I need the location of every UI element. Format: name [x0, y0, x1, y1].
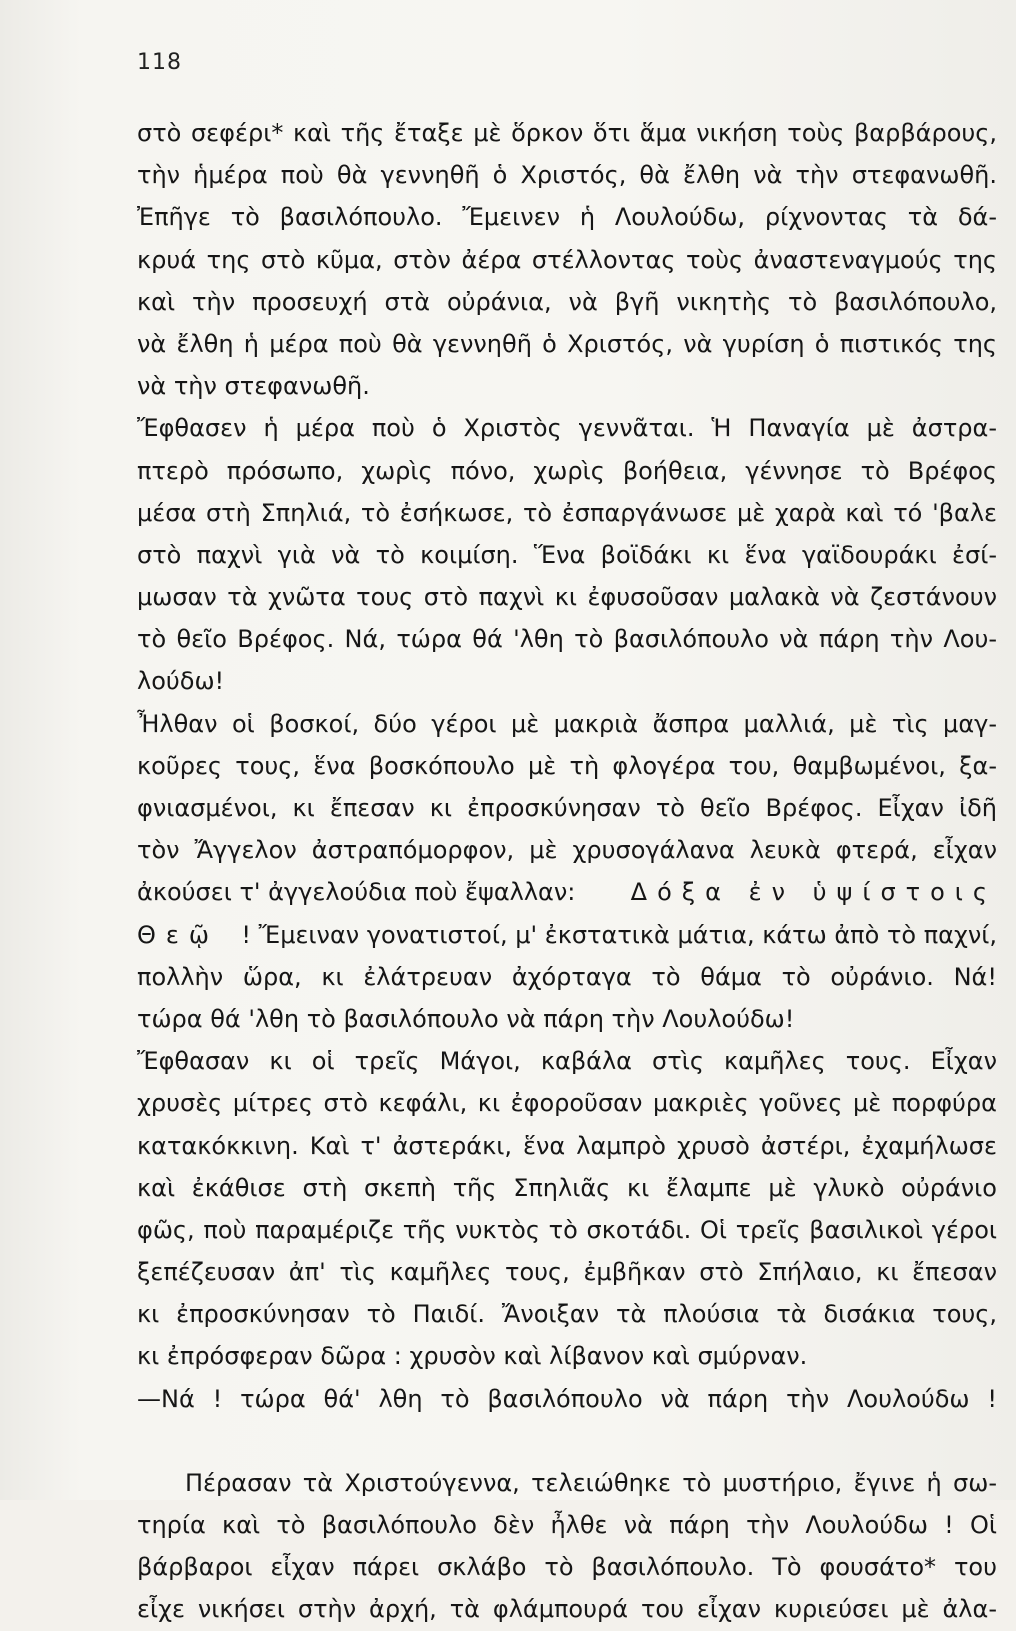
text-line: Πέρασαν τὰ Χριστούγεννα, τελειώθηκε τὸ μυστήριο, ἔγινε ἡ σω- — [185, 1468, 997, 1497]
text-line: τηρία καὶ τὸ βασιλόπουλο δὲν ἦλθε νὰ πάρη τὴν Λουλούδω ! Οἱ — [137, 1511, 997, 1539]
text-line: τὸ θεῖο Βρέφος. Νά, τώρα θά 'λθη τὸ βασιλόπουλο νὰ πάρη τὴν Λου- — [137, 625, 997, 654]
text-line: Ἐπῆγε τὸ βασιλόπουλο. Ἔμεινεν ἡ Λουλούδω, ρίχνοντας τὰ δά- — [137, 203, 997, 232]
text-line: λούδω! — [137, 667, 225, 696]
text-line: στὸ σεφέρι* καὶ τῆς ἔταξε μὲ ὅρκον ὅτι ἅμα νικήση τοὺς βαρβάρους, — [137, 119, 997, 147]
text-line: καὶ ἐκάθισε στὴ σκεπὴ τῆς Σπηλιᾶς κι ἔλαμπε μὲ γλυκὸ οὐράνιο — [137, 1173, 997, 1202]
text-line: χρυσὲς μίτρες στὸ κεφάλι, κι ἐφοροῦσαν μακριὲς γοῦνες μὲ πορφύρα — [137, 1089, 997, 1118]
text-line: βάρβαροι εἶχαν πάρει σκλάβο τὸ βασιλόπουλο. Τὸ φουσάτο* του — [137, 1553, 997, 1582]
hymn-continuation: ! Ἔμειναν γονατιστοί, μ' ἐκστατικὰ μάτια, κάτω ἀπὸ τὸ παχνί, — [241, 920, 997, 949]
text-line: ξεπέζευσαν ἀπ' τὶς καμῆλες τους, ἐμβῆκαν στὸ Σπήλαιο, κι ἔπεσαν — [137, 1258, 997, 1287]
text-line: τὸν Ἄγγελον ἀστραπόμορφον, μὲ χρυσογάλανα λευκὰ φτερά, εἶχαν — [137, 836, 997, 865]
text-line: πολλὴν ὥρα, κι ἐλάτρευαν ἀχόρταγα τὸ θάμα τὸ οὐράνιο. Νά! — [137, 962, 997, 991]
text-line: κι ἐπροσκύνησαν τὸ Παιδί. Ἄνοιξαν τὰ πλούσια τὰ δισάκια τους, — [137, 1300, 997, 1329]
page-number: 118 — [137, 50, 182, 75]
text-line: πτερὸ πρόσωπο, χωρὶς πόνο, χωρὶς βοήθεια, γέννησε τὸ Βρέφος — [137, 456, 997, 485]
hymn-doxa: Δόξα ἐν ὑψίστοις — [630, 878, 997, 907]
text-line: καὶ τὴν προσευχή στὰ οὐράνια, νὰ βγῆ νικητὴς τὸ βασιλόπουλο, — [137, 287, 997, 316]
text-line: κατακόκκινη. Καὶ τ' ἀστεράκι, ἕνα λαμπρὸ χρυσὸ ἀστέρι, ἐχαμήλωσε — [137, 1131, 997, 1160]
text-line: νὰ ἔλθη ἡ μέρα ποὺ θὰ γεννηθῆ ὁ Χριστός, νὰ γυρίση ὁ πιστικός της — [137, 329, 997, 358]
text-line-hymn-end — [137, 914, 997, 956]
text-line: μέσα στὴ Σπηλιά, τὸ ἐσήκωσε, τὸ ἐσπαργάνωσε μὲ χαρὰ καὶ τό 'βαλε — [137, 498, 997, 527]
text-line: τὴν ἡμέρα ποὺ θὰ γεννηθῆ ὁ Χριστός, θὰ ἔλθη νὰ τὴν στεφανωθῆ. — [137, 161, 997, 190]
hymn-intro: ἀκούσει τ' ἀγγελούδια ποὺ ἔψαλλαν: — [137, 878, 576, 907]
text-line: τώρα θά 'λθη τὸ βασιλόπουλο νὰ πάρη τὴν Λουλούδω! — [137, 1004, 795, 1033]
text-line: μωσαν τὰ χνῶτα τους στὸ παχνὶ κι ἐφυσοῦσαν μαλακὰ νὰ ζεστάνουν — [137, 583, 997, 612]
text-line: κρυά της στὸ κῦμα, στὸν ἀέρα στέλλοντας τοὺς ἀναστεναγμούς της — [137, 245, 997, 274]
text-line: νὰ τὴν στεφανωθῆ. — [137, 372, 370, 401]
text-line: κι ἐπρόσφεραν δῶρα : χρυσὸν καὶ λίβανον καὶ σμύρναν. — [137, 1342, 808, 1371]
text-line: Ἔφθασαν κι οἱ τρεῖς Μάγοι, καβάλα στὶς καμῆλες τους. Εἶχαν — [137, 1047, 997, 1076]
text-line: φνιασμένοι, κι ἔπεσαν κι ἐπροσκύνησαν τὸ θεῖο Βρέφος. Εἶχαν ἰδῆ — [137, 794, 997, 822]
text-line: —Νά ! τώρα θά' λθη τὸ βασιλόπουλο νὰ πάρη τὴν Λουλούδω ! — [137, 1384, 997, 1413]
text-line-hymn — [137, 871, 997, 913]
text-line: Ἦλθαν οἱ βοσκοί, δύο γέροι μὲ μακριὰ ἄσπρα μαλλιά, μὲ τὶς μαγ- — [137, 709, 997, 738]
paragraph-gap — [137, 1420, 997, 1462]
text-line: εἶχε νικήσει στὴν ἀρχή, τὰ φλάμπουρά του εἶχαν κυριεύσει μὲ ἀλα- — [137, 1595, 997, 1624]
text-line: κοῦρες τους, ἕνα βοσκόπουλο μὲ τὴ φλογέρα του, θαμβωμένοι, ξα- — [137, 751, 997, 780]
hymn-theo: Θεῷ — [137, 920, 219, 949]
text-line: φῶς, ποὺ παραμέριζε τῆς νυκτὸς τὸ σκοτάδι. Οἱ τρεῖς βασιλικοὶ γέροι — [137, 1215, 997, 1244]
body-text — [137, 112, 997, 1631]
text-line: στὸ παχνὶ γιὰ νὰ τὸ κοιμίση. Ἕνα βοϊδάκι κι ἕνα γαϊδουράκι ἐσί- — [137, 540, 997, 569]
text-line: Ἔφθασεν ἡ μέρα ποὺ ὁ Χριστὸς γεννᾶται. Ἡ Παναγία μὲ ἀστρα- — [137, 414, 997, 443]
